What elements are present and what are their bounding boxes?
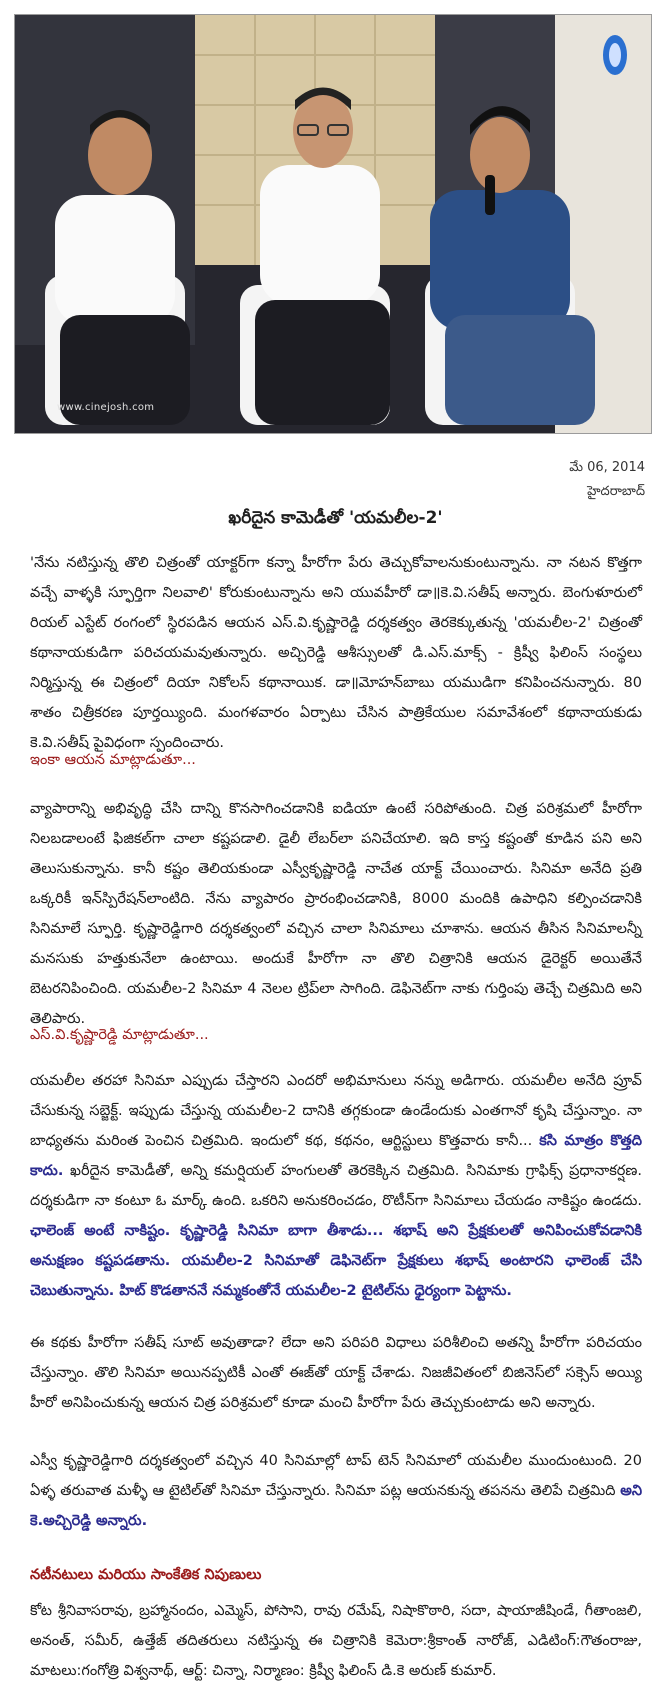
- paragraph-director-text-b: ఖరీదైన కామెడీతో, అన్ని కమర్షియల్‌ హంగులతో తెరకెక్కిన చిత్రమిది. సినిమాకు గ్రాఫిక్స్‌ ప్రధానాకర్షణ. దర్శకుడిగా నా కంటూ ఓ మార్క్‌ ఉంది. ఒకరిని అనుకరించడం, రొటీన్‌గా సినిమాలు చేయడం నాకిష్టం ఉండదు.: [30, 1163, 642, 1209]
- crew-list: కోట శ్రీనివాసరావు, బ్రహ్మానందం, ఎమ్మెస్‌, పోసాని, రావు రమేష్‌, నిషాకొఠారి, సదా, షాయాజీషిండే, గీతాంజలి, అనంత్‌, సమీర్‌, ఉత్తేజ్‌ తదితరులు నటిస్తున్న ఈ చిత్రానికి కెమెరా:శ్రీకాంత్‌ నారోజ్‌, ఎడిటింగ్‌:గౌతంరాజు, మాటలు:గంగోత్రి విశ్వనాథ్‌, ఆర్ట్‌: చిన్నా, నిర్మాణం: క్రిష్వీ ఫిలింస్‌ డి.కె అరుణ్‌ కుమార్‌.: [30, 1603, 642, 1679]
- paragraph-director-text-a: యమలీల తరహా సినిమా ఎప్పుడు చేస్తారని ఎందరో అభిమానులు నన్ను అడిగారు. యమలీల అనేది ప్రూవ్‌ చేసుకున్న సబ్జెక్ట్‌. ఇప్పుడు చేస్తున్న యమలీల-2 దానికి తగ్గకుండా ఉండేందుకు ఎంతగానో కృషి చేస్తున్నాం. నా బాధ్యతను మరింత పెంచిన చిత్రమిది. ఇందులో కథ, కథనం, ఆర్టిస్టులు కొత్తవారు కానీ...: [30, 1073, 642, 1149]
- press-meet-illustration: [15, 15, 651, 433]
- paragraph-about-hero: ఈ కథకు హీరోగా సతీష్‌ సూట్‌ అవుతాడా? లేదా అని పరిపరి విధాలు పరిశీలించి అతన్ని హీరోగా పరిచయం చేస్తున్నాం. తొలి సినిమా అయినప్పటికీ ఎంతో ఈజ్‌తో యాక్ట్‌ చేశాడు. నిజజీవితంలో బిజినెస్‌లో సక్సెస్‌ అయ్యి హీరో అనిపించుకున్న ఆయన చిత్ర పరిశ్రమలో కూడా మంచి హీరోగా పేరు తెచ్చుకుంటాడు అని అన్నారు.: [30, 1335, 642, 1411]
- paragraph-hero-speech: వ్యాపారాన్ని అభివృద్ధి చేసి దాన్ని కొనసాగించడానికి ఐడియా ఉంటే సరిపోతుంది. చిత్ర పరిశ్రమలో హీరోగా నిలబడాలంటే ఫిజికల్‌గా చాలా కష్టపడాలి. డైలీ లేబర్‌లా పనిచేయాలి. ఇది కాస్త కష్టంతో కూడిన పని అని తెలుసుకున్నాను. కానీ కష్టం తెలియకుండా ఎస్వీకృష్ణారెడ్డి నాచేత యాక్ట్‌ చేయించారు. సినిమా అనేది ప్రతి ఒక్కరికీ ఇన్‌స్పిరేషన్‌లాంటిది. నేను వ్యాపారం ప్రారంభించడానికి, 8000 మందికి ఉపాధిని కల్పించడానికి సినిమాలే స్ఫూర్తి. కృష్ణారెడ్డిగారి దర్శకత్వంలో వచ్చిన చాలా సినిమాలు చూశాను. ఆయన తీసిన సినిమాలన్నీ మనసుకు హత్తుకునేలా ఉంటాయి. అందుకే హీరోగా నా తొలి చిత్రానికి ఆయన డైరెక్టర్‌ అయితేనే బెటరనిపించింది. యమలీల-2 సినిమా 4 నెలల ట్రిప్‌లా సాగింది. డెఫినెట్‌గా నాకు గుర్తింపు తెచ్చే చిత్రమిది అని తెలిపారు.: [30, 801, 642, 1027]
- press-meet-photo: [14, 14, 652, 434]
- article-city: హైదరాబాద్: [587, 484, 645, 499]
- article-headline: ఖరీదైన కామెడీతో 'యమలీల-2': [228, 508, 443, 528]
- paragraph-closing: [30, 1446, 642, 1536]
- subhead-director-speech: ఎస్‌.వి.కృష్ణారెడ్డి మాట్లాడుతూ...: [30, 1027, 209, 1043]
- paragraph-director-speech: [30, 1066, 642, 1306]
- paragraph-closing-text: ఎస్వీ కృష్ణారెడ్డిగారి దర్శకత్వంలో వచ్చిన 40 సినిమాల్లో టాప్‌ టెన్‌ సినిమాలో యమలీల ముందుంటుంది. 20 ఏళ్ళ తరువాత మళ్ళీ ఆ టైటిల్‌తో సినిమా చేస్తున్నారు. సినిమా పట్ల ఆయనకున్న తపనను తెలిపే చిత్రమిది: [30, 1453, 642, 1499]
- crew-heading: నటీనటులు మరియు సాంకేతిక నిపుణులు: [30, 1567, 262, 1583]
- article-date: మే 06, 2014: [569, 460, 645, 475]
- photo-watermark: www.cinejosh.com: [57, 402, 155, 413]
- paragraph-director-highlight-b: ఛాలెంజ్‌ అంటే నాకిష్టం. కృష్ణారెడ్డి సినిమా బాగా తీశాడు... శభాష్‌ అని ప్రేక్షకులతో అనిపించుకోవడానికి అనుక్షణం కష్టపడతాను. యమలీల-2 సినిమాతో డెఫినెట్‌గా ప్రేక్షకులు శభాష్‌ అంటారని ఛాలెంజ్‌ చేసి చెబుతున్నాను. హిట్‌ కొడతాననే నమ్మకంతోనే యమలీల-2 టైటిల్‌ను ధైర్యంగా పెట్టాను.: [30, 1223, 642, 1299]
- paragraph-director-highlight-a: కసి మాత్రం కొత్తది కాదు.: [30, 1133, 642, 1179]
- paragraph-closing-highlight: అని కె.అచ్చిరెడ్డి అన్నారు.: [30, 1483, 642, 1529]
- logo-emblem-icon: [603, 35, 627, 75]
- subhead-hero-speech: ఇంకా ఆయన మాట్లాడుతూ...: [30, 752, 196, 768]
- paragraph-intro: 'నేను నటిస్తున్న తొలి చిత్రంతో యాక్టర్‌గా కన్నా హీరోగా పేరు తెచ్చుకోవాలనుకుంటున్నాను. నా నటన కొత్తగా వచ్చే వాళ్ళకి స్ఫూర్తిగా నిలవాలి' కోరుకుంటున్నాను అని యువహీరో డా॥కె.వి.సతీష్‌ అన్నారు. బెంగుళూరులో రియల్‌ ఎస్టేట్‌ రంగంలో స్థిరపడిన ఆయన ఎస్‌.వి.కృష్ణారెడ్డి దర్శకత్వం తెరకెక్కుతున్న 'యమలీల-2' చిత్రంతో కథానాయకుడిగా పరిచయమవుతున్నారు. అచ్చిరెడ్డి ఆశీస్సులతో డి.ఎస్‌.మాక్స్‌ - క్రిష్వీ ఫిలింస్‌ సంస్థలు నిర్మిస్తున్న ఈ చిత్రంలో దియా నికోలస్‌ కథానాయిక. డా॥మోహన్‌బాబు యముడిగా కనిపించనున్నారు. 80 శాతం చిత్రీకరణ పూర్తయ్యింది. మంగళవారం ఏర్పాటు చేసిన పాత్రికేయుల సమావేశంలో కథానాయకుడు కె.వి.సతీష్‌ పైవిధంగా స్పందించారు.: [30, 555, 642, 751]
